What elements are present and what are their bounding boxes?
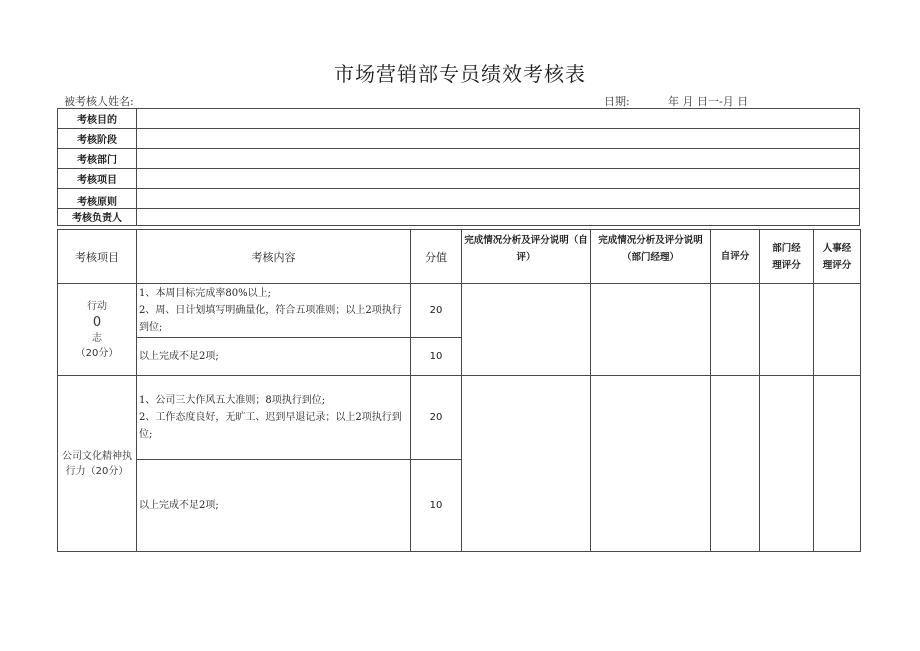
item-action-line2: 0: [92, 314, 102, 330]
dept-score-cell[interactable]: [760, 376, 814, 552]
info-value-purpose[interactable]: [137, 109, 860, 129]
col-header-self-analysis: 完成情况分析及评分说明（自评）: [462, 230, 591, 284]
info-row: [58, 189, 860, 209]
col-header-manager-analysis: 完成情况分析及评分说明（部门经理）: [591, 230, 711, 284]
score-cell: 20: [411, 376, 462, 460]
info-table: [57, 108, 860, 226]
content-cell: [137, 284, 411, 338]
score-cell: 10: [411, 460, 462, 552]
table-row: [58, 376, 861, 460]
criteria-line: 1、本周目标完成率80%以上;: [139, 288, 271, 299]
manager-analysis-cell[interactable]: [591, 284, 711, 376]
info-row: [58, 109, 860, 129]
score-cell: 20: [411, 284, 462, 338]
content-cell: [137, 376, 411, 460]
item-cell-action: [58, 284, 137, 376]
item-cell-culture: 公司文化精神执行力（20分）: [58, 376, 137, 552]
item-action-line1: 行动: [87, 300, 107, 312]
info-row: [58, 169, 860, 189]
info-value-owner[interactable]: [137, 209, 860, 226]
dept-score-cell[interactable]: [760, 284, 814, 376]
criteria-line: 1、公司三大作风五大准则；8项执行到位;: [139, 395, 326, 406]
col-header-self-score: 自评分: [711, 230, 760, 284]
self-score-cell[interactable]: [711, 376, 760, 552]
item-action-line3: 志: [92, 332, 102, 344]
criteria-line: 2、工作态度良好，无旷工、迟到早退记录；以上2项执行到位;: [139, 412, 402, 440]
assessment-table: [57, 229, 861, 552]
info-value-project[interactable]: [137, 169, 860, 189]
table-row: [58, 284, 861, 338]
info-value-stage[interactable]: [137, 129, 860, 149]
col-header-item: 考核项目: [58, 230, 137, 284]
info-label-purpose: 考核目的: [58, 109, 137, 129]
info-row: [58, 149, 860, 169]
info-value-principle[interactable]: [137, 189, 860, 209]
info-label-principle: 考核原则: [58, 189, 137, 209]
hr-score-cell[interactable]: [814, 284, 861, 376]
col-header-score: 分值: [411, 230, 462, 284]
info-label-stage: 考核阶段: [58, 129, 137, 149]
examinee-name-label: 被考核人姓名:: [64, 95, 134, 108]
col-header-hr-score: 人事经理评分: [814, 230, 861, 284]
criteria-line: 2、周、日计划填写明确量化，符合五项准则；以上2项执行到位;: [139, 305, 402, 333]
self-analysis-cell[interactable]: [462, 284, 591, 376]
info-row: [58, 209, 860, 226]
info-value-department[interactable]: [137, 149, 860, 169]
info-row: [58, 129, 860, 149]
col-header-dept-score: 部门经理评分: [760, 230, 814, 284]
form-title: 市场营销部专员绩效考核表: [334, 62, 586, 86]
self-analysis-cell[interactable]: [462, 376, 591, 552]
hr-score-cell[interactable]: [814, 376, 861, 552]
header-row: [58, 230, 861, 284]
item-action-line4: （20分）: [75, 347, 119, 359]
content-cell: 以上完成不足2项;: [137, 338, 411, 376]
manager-analysis-cell[interactable]: [591, 376, 711, 552]
content-cell: 以上完成不足2项;: [137, 460, 411, 552]
date-label: 日期:: [604, 95, 630, 108]
self-score-cell[interactable]: [711, 284, 760, 376]
date-range: 年 月 日一-月 日: [668, 95, 749, 108]
info-label-project: 考核项目: [58, 169, 137, 189]
score-cell: 10: [411, 338, 462, 376]
info-label-department: 考核部门: [58, 149, 137, 169]
info-label-owner: 考核负责人: [58, 209, 137, 226]
col-header-content: 考核内容: [137, 230, 411, 284]
